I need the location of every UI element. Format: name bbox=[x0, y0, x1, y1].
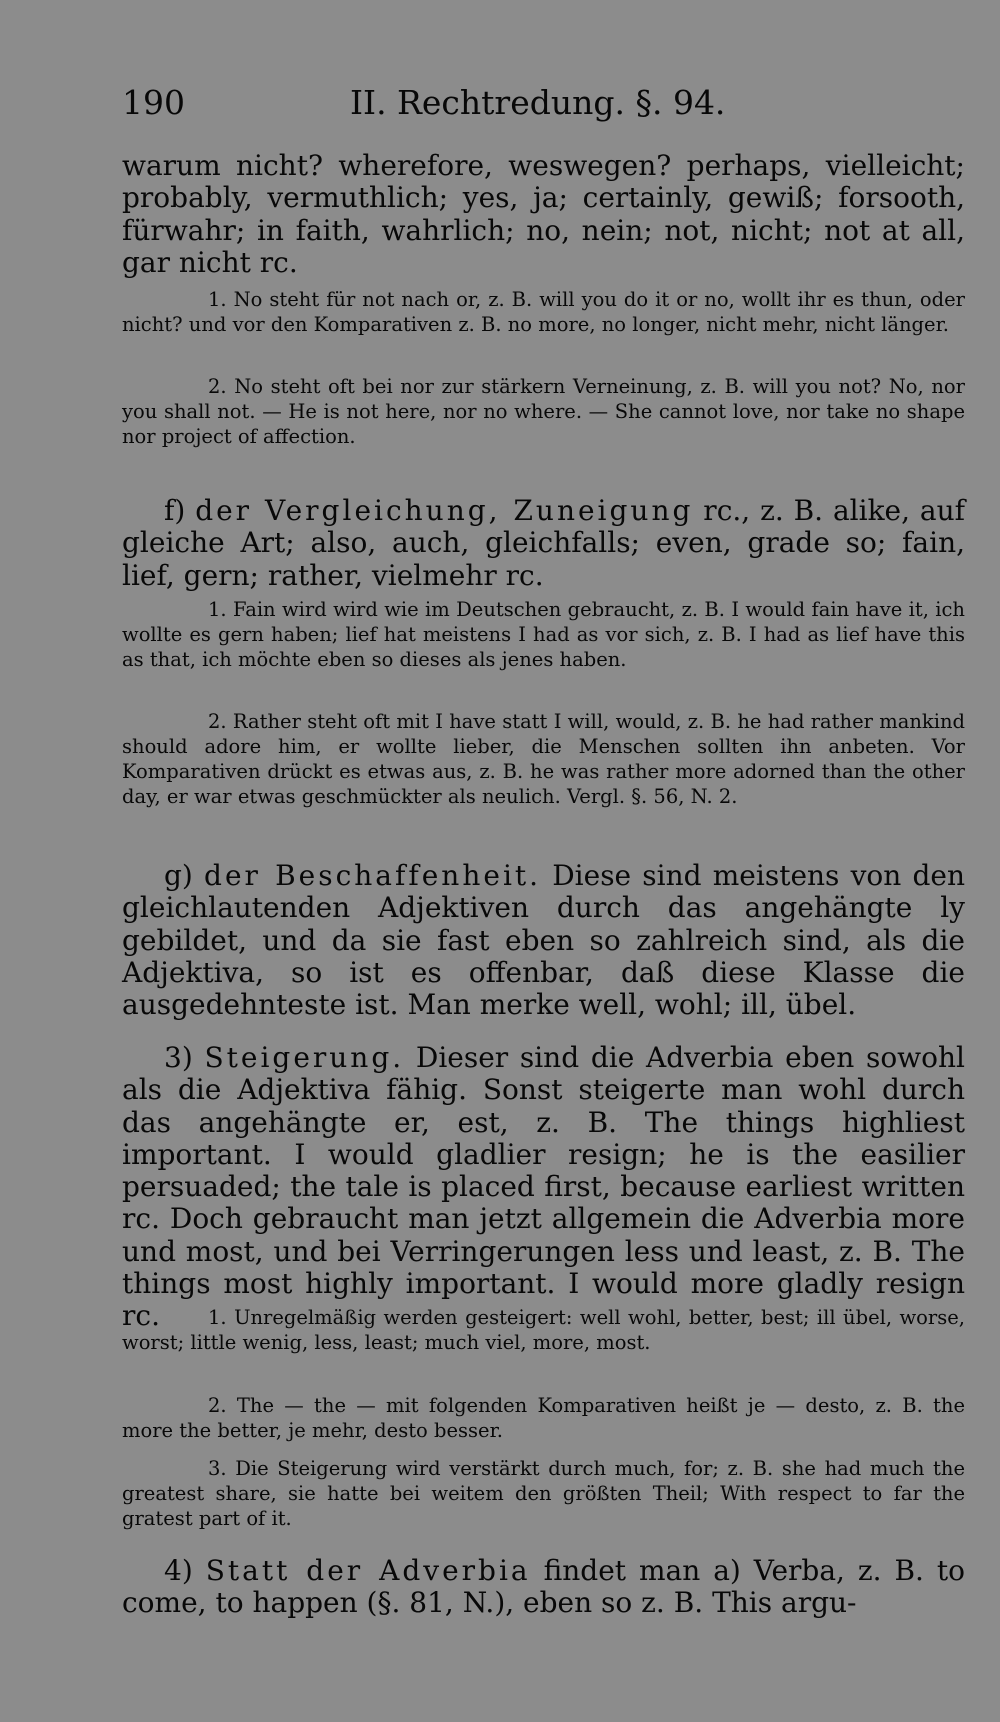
note-fain: 1. Fain wird wird wie im Deutschen gebraucht, z. B. I would fain have it, ich wollte es gern haben; lief hat meistens I had as vor sich, z. B. I had as lief have this as that, ich möchte eben so dieses als jenes haben. bbox=[122, 598, 965, 671]
note-the-the: 2. The — the — mit folgenden Komparativen heißt je — desto, z. B. the more the better, je mehr, desto besser. bbox=[122, 1394, 965, 1442]
note-rather: 2. Rather steht oft mit I have statt I will, would, z. B. he had rather mankind should adore him, er wollte lieber, die Menschen sollten ihn anbeten. Vor Komparativen drückt es etwas aus, z. B. he was rather more adorned than the other day, er war etwas geschmückter als neulich. Vergl. §. 56, N. 2. bbox=[122, 710, 965, 808]
section-4-statt-adverbia: 4) Statt der Adverbia findet man a) Verba, z. B. to come, to happen (§. 81, N.), eben so z. B. This argu- bbox=[122, 1554, 966, 1620]
note-no-nor: 2. No steht oft bei nor zur stärkern Verneinung, z. B. will you not? No, nor you shall not. — He is not here, nor no where. — She cannot love, nor take no shape nor project of affection. bbox=[122, 375, 965, 448]
section-g-beschaffenheit: g) der Beschaffenheit. Diese sind meistens von den gleichlautenden Adjektiven durch das angehängte ly gebildet, und da sie fast eben so zahlreich sind, als die Adjektiva, so ist es offenbar, daß diese Klasse die ausgedehnteste ist. Man merke well, wohl; ill, übel. bbox=[122, 859, 966, 1022]
note-steigerung-verstaerkt: 3. Die Steigerung wird verstärkt durch much, for; z. B. she had much the greatest share, sie hatte bei weitem den größten Theil; With respect to far the gratest part of it. bbox=[122, 1457, 965, 1530]
section-3-steigerung: 3) Steigerung. Dieser sind die Adverbia eben sowohl als die Adjektiva fähig. Sonst steigerte man wohl durch das angehängte er, est, z. B. The things highliest important. I would gladlier resign; he is the easilier persuaded; the tale is placed first, because earliest written rc. Doch gebraucht man jetzt allgemein die Adverbia more und most, und bei Verringerungen less und least, z. B. The things most highly important. I would more gladly resign rc. bbox=[122, 1041, 965, 1333]
page-number: 190 bbox=[122, 83, 185, 122]
note-no-not: 1. No steht für not nach or, z. B. will you do it or no, wollt ihr es thun, oder nicht? und vor den Komparativen z. B. no more, no longer, nicht mehr, nicht länger. bbox=[122, 288, 965, 336]
note-irregular-comparison: 1. Unregelmäßig werden gesteigert: well wohl, better, best; ill übel, worse, worst; little wenig, less, least; much viel, more, most. bbox=[122, 1306, 965, 1354]
section-f-vergleichung: f) der Vergleichung, Zuneigung rc., z. B. alike, auf gleiche Art; also, auch, gleichfalls; even, grade so; fain, lief, gern; rather, vielmehr rc. bbox=[122, 494, 965, 592]
intro-paragraph: warum nicht? wherefore, weswegen? perhaps, vielleicht; probably, vermuthlich; yes, ja; certainly, gewiß; forsooth, fürwahr; in faith, wahrlich; no, nein; not, nicht; not at all, gar nicht rc. bbox=[122, 149, 965, 279]
running-title: II. Rechtredung. §. 94. bbox=[350, 83, 726, 122]
page-header bbox=[122, 78, 862, 128]
